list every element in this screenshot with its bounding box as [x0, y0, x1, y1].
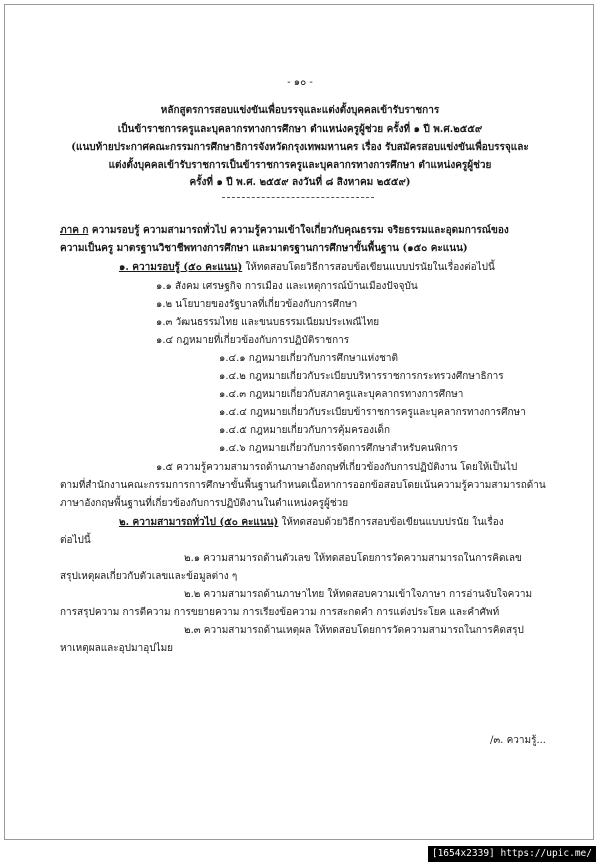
- item-2-3-line-1: ๒.๓ ความสามารถด้านเหตุผล ให้ทดสอบโดยการวัดความสามารถในการคิดสรุป: [184, 625, 524, 636]
- header-line-1: หลักสูตรการสอบแข่งขันเพื่อบรรจุและแต่งตั้งบุคคลเข้ารับราชการ: [160, 105, 440, 116]
- continuation-note: /๓. ความรู้...: [490, 735, 546, 746]
- section-1-heading: [119, 261, 495, 274]
- item-1-4-6: ๑.๔.๖ กฎหมายเกี่ยวกับการจัดการศึกษาสำหรับคนพิการ: [219, 443, 458, 454]
- part-a-title-text: ความรอบรู้ ความสามารถทั่วไป ความรู้ความเข้าใจเกี่ยวกับคุณธรรม จริยธรรมและอุดมการณ์ของ: [88, 225, 509, 236]
- part-a-label: ภาค ก: [60, 225, 89, 236]
- item-1-4-2: ๑.๔.๒ กฎหมายเกี่ยวกับระเบียบบริหารราชการกระทรวงศึกษาธิการ: [219, 371, 504, 382]
- watermark-label: [1654x2339] https://upic.me/: [428, 846, 596, 862]
- section-1-title: ๑. ความรอบรู้ (๕๐ คะแนน): [119, 262, 243, 273]
- separator-line: [222, 197, 374, 198]
- item-1-1: ๑.๑ สังคม เศรษฐกิจ การเมือง และเหตุการณ์บ้านเมืองปัจจุบัน: [156, 281, 418, 292]
- page-number: - ๑๐ -: [287, 77, 313, 88]
- item-1-4-1: ๑.๔.๑ กฎหมายเกี่ยวกับการศึกษาแห่งชาติ: [219, 353, 399, 364]
- item-1-2: ๑.๒ นโยบายของรัฐบาลที่เกี่ยวข้องกับการศึกษา: [156, 299, 358, 310]
- item-1-3: ๑.๓ วัฒนธรรมไทย และขนบธรรมเนียมประเพณีไทย: [156, 317, 380, 328]
- item-1-5-line-3: ภาษาอังกฤษพื้นฐานที่เกี่ยวข้องกับการปฏิบัติงานในตำแหน่งครูผู้ช่วย: [60, 498, 349, 509]
- header-line-4: แต่งตั้งบุคคลเข้ารับราชการเป็นข้าราชการครูและบุคลากรทางการศึกษา ตำแหน่งครูผู้ช่วย: [108, 160, 492, 171]
- section-1-instruction: ให้ทดสอบโดยวิธีการสอบข้อเขียนแบบปรนัยในเรื่องต่อไปนี้: [242, 262, 495, 273]
- section-2-title: ๒. ความสามารถทั่วไป (๕๐ คะแนน): [119, 517, 279, 528]
- item-2-2-line-1: ๒.๒ ความสามารถด้านภาษาไทย ให้ทดสอบความเข้าใจภาษา การอ่านจับใจความ: [184, 589, 533, 600]
- header-line-5: ครั้งที่ ๑ ปี พ.ศ. ๒๕๕๙ ลงวันที่ ๘ สิงหาคม ๒๕๕๙): [189, 177, 411, 188]
- item-1-4-4: ๑.๔.๔ กฎหมายเกี่ยวกับระเบียบข้าราชการครูและบุคลากรทางการศึกษา: [219, 407, 526, 418]
- item-1-4: ๑.๔ กฎหมายที่เกี่ยวข้องกับการปฏิบัติราชการ: [156, 335, 350, 346]
- section-2-heading-line-2: ต่อไปนี้: [60, 535, 91, 546]
- item-2-2-line-2: การสรุปความ การตีความ การขยายความ การเรียงข้อความ การสะกดคำ การแต่งประโยค และคำศัพท์: [60, 607, 500, 618]
- part-a-title: [60, 224, 509, 237]
- item-1-4-5: ๑.๔.๕ กฎหมายเกี่ยวกับการคุ้มครองเด็ก: [219, 425, 391, 436]
- item-1-4-3: ๑.๔.๓ กฎหมายเกี่ยวกับสภาครูและบุคลากรทางการศึกษา: [219, 389, 464, 400]
- section-2-heading: [119, 516, 504, 529]
- section-2-instruction: ให้ทดสอบด้วยวิธีการสอบข้อเขียนแบบปรนัย ในเรื่อง: [278, 517, 504, 528]
- header-line-3: (แนบท้ายประกาศคณะกรรมการศึกษาธิการจังหวัดกรุงเทพมหานคร เรื่อง รับสมัครสอบแข่งขันเพื่อบรรจุและ: [71, 142, 529, 153]
- item-1-5-line-2: ตามที่สำนักงานคณะกรรมการการศึกษาขั้นพื้นฐานกำหนดเนื้อหาการออกข้อสอบโดยเน้นความรู้ความสามารถด้าน: [60, 480, 546, 491]
- header-line-2: เป็นข้าราชการครูและบุคลากรทางการศึกษา ตำแหน่งครูผู้ช่วย ครั้งที่ ๑ ปี พ.ศ.๒๕๕๙: [117, 124, 483, 135]
- item-1-5-line-1: ๑.๕ ความรู้ความสามารถด้านภาษาอังกฤษที่เกี่ยวข้องกับการปฏิบัติงาน โดยให้เป็นไป: [156, 462, 518, 473]
- part-a-title-line-2: ความเป็นครู มาตรฐานวิชาชีพทางการศึกษา และมาตรฐานการศึกษาขั้นพื้นฐาน (๑๕๐ คะแนน): [60, 243, 468, 254]
- item-2-1-line-1: ๒.๑ ความสามารถด้านตัวเลข ให้ทดสอบโดยการวัดความสามารถในการคิดเลข: [184, 553, 522, 564]
- item-2-3-line-2: หาเหตุผลและอุปมาอุปไมย: [60, 643, 174, 654]
- item-2-1-line-2: สรุปเหตุผลเกี่ยวกับตัวเลขและข้อมูลต่าง ๆ: [60, 571, 238, 582]
